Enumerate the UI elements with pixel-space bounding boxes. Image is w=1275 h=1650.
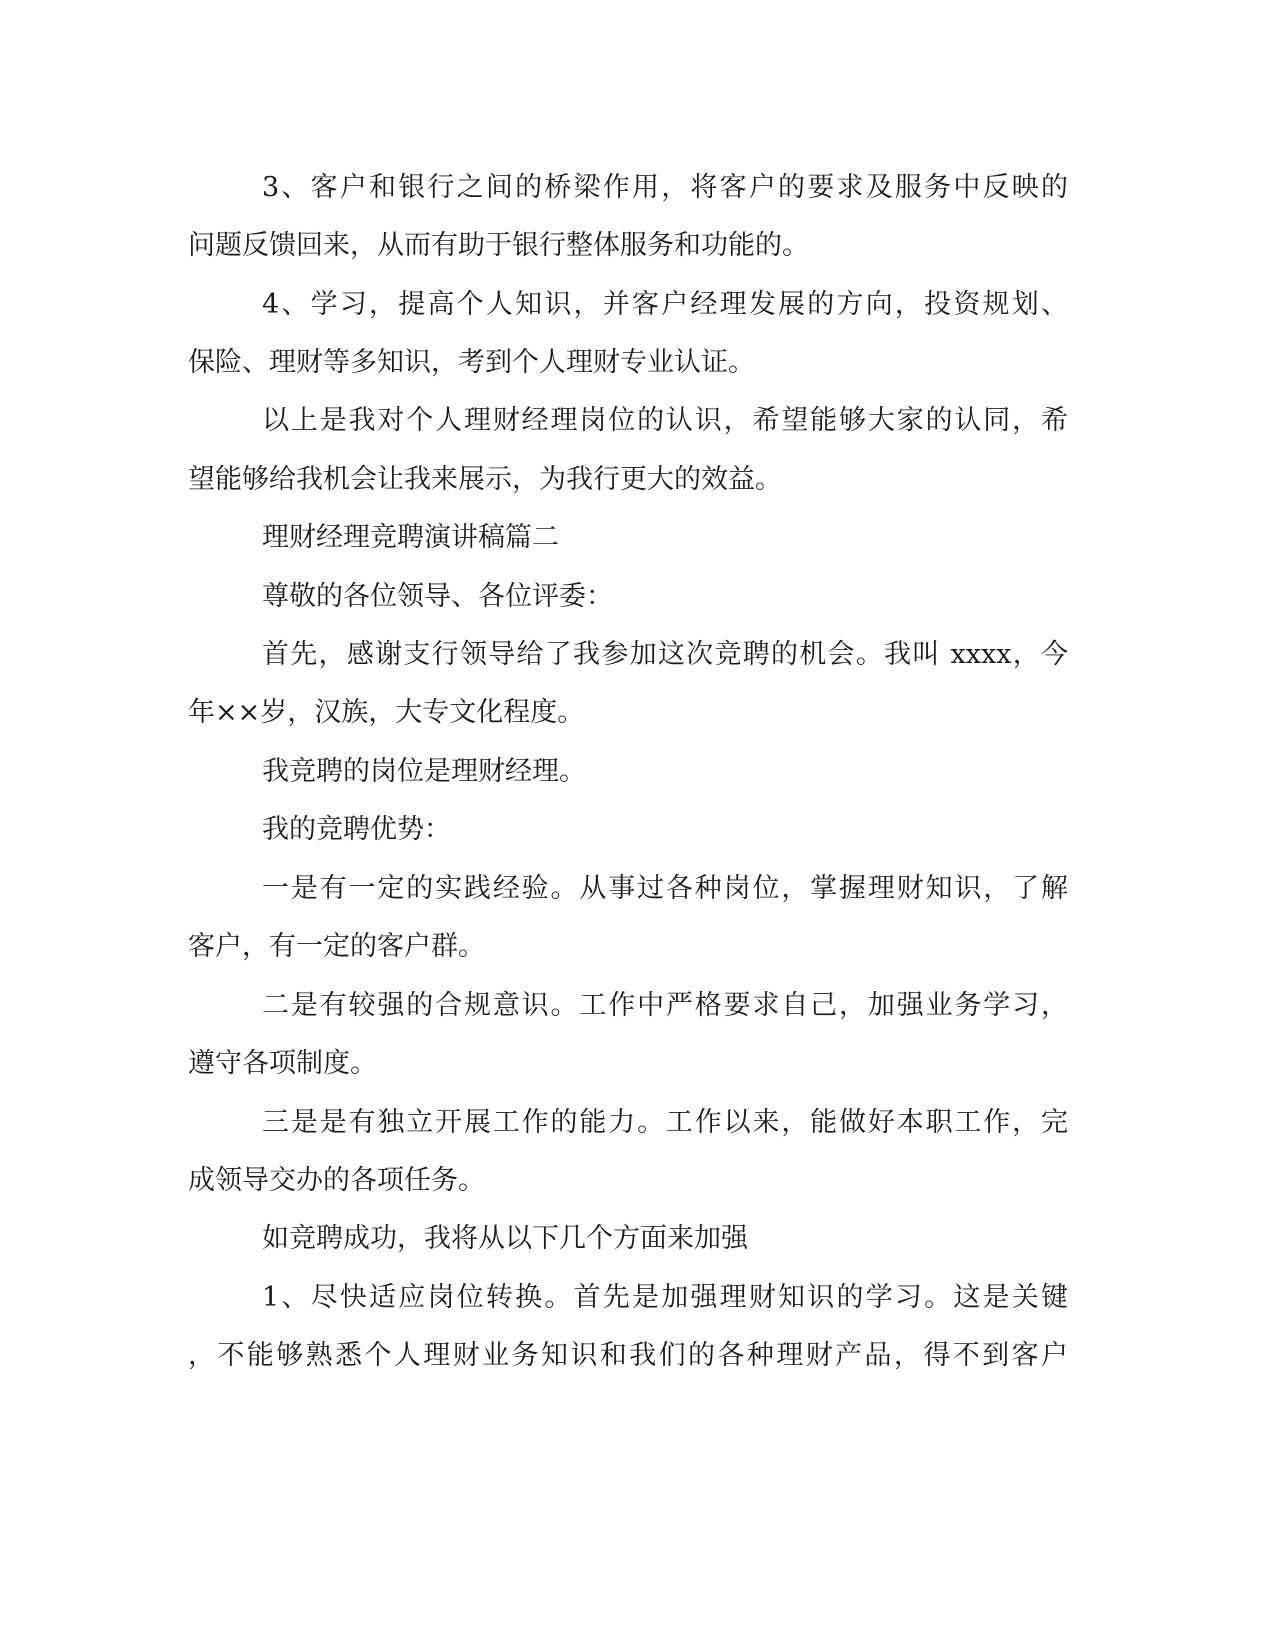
text-line: ，不能够熟悉个人理财业务知识和我们的各种理财产品，得不到客户 (188, 1340, 1068, 1371)
text-line: 成领导交办的各项任务。 (188, 1165, 485, 1196)
text-line: 如竞聘成功，我将从以下几个方面来加强 (262, 1223, 748, 1254)
salutation: 尊敬的各位领导、各位评委： (262, 581, 613, 612)
text-line: 二是有较强的合规意识。工作中严格要求自己，加强业务学习， (262, 990, 1068, 1021)
text-line: 问题反馈回来，从而有助于银行整体服务和功能的。 (188, 230, 809, 261)
text-line: 年××岁，汉族，大专文化程度。 (188, 697, 585, 728)
text-line: 4、学习，提高个人知识，并客户经理发展的方向，投资规划、 (262, 289, 1068, 320)
text-line: 保险、理财等多知识，考到个人理财专业认证。 (188, 347, 755, 378)
text-line: 1、尽快适应岗位转换。首先是加强理财知识的学习。这是关键 (262, 1282, 1068, 1313)
text-line: 客户，有一定的客户群。 (188, 931, 485, 962)
text-line: 首先，感谢支行领导给了我参加这次竞聘的机会。我叫 xxxx，今 (262, 639, 1068, 670)
text-line: 以上是我对个人理财经理岗位的认识，希望能够大家的认同，希 (262, 405, 1068, 436)
text-line: 望能够给我机会让我来展示，为我行更大的效益。 (188, 464, 782, 495)
text-line: 三是是有独立开展工作的能力。工作以来，能做好本职工作，完 (262, 1107, 1068, 1138)
text-line: 一是有一定的实践经验。从事过各种岗位，掌握理财知识，了解 (262, 873, 1068, 904)
text-line: 遵守各项制度。 (188, 1048, 377, 1079)
section-heading: 理财经理竞聘演讲稿篇二 (262, 522, 559, 553)
text-line: 我的竞聘优势： (262, 814, 451, 845)
text-line: 3、客户和银行之间的桥梁作用，将客户的要求及服务中反映的 (262, 172, 1068, 203)
text-line: 我竞聘的岗位是理财经理。 (262, 756, 586, 787)
